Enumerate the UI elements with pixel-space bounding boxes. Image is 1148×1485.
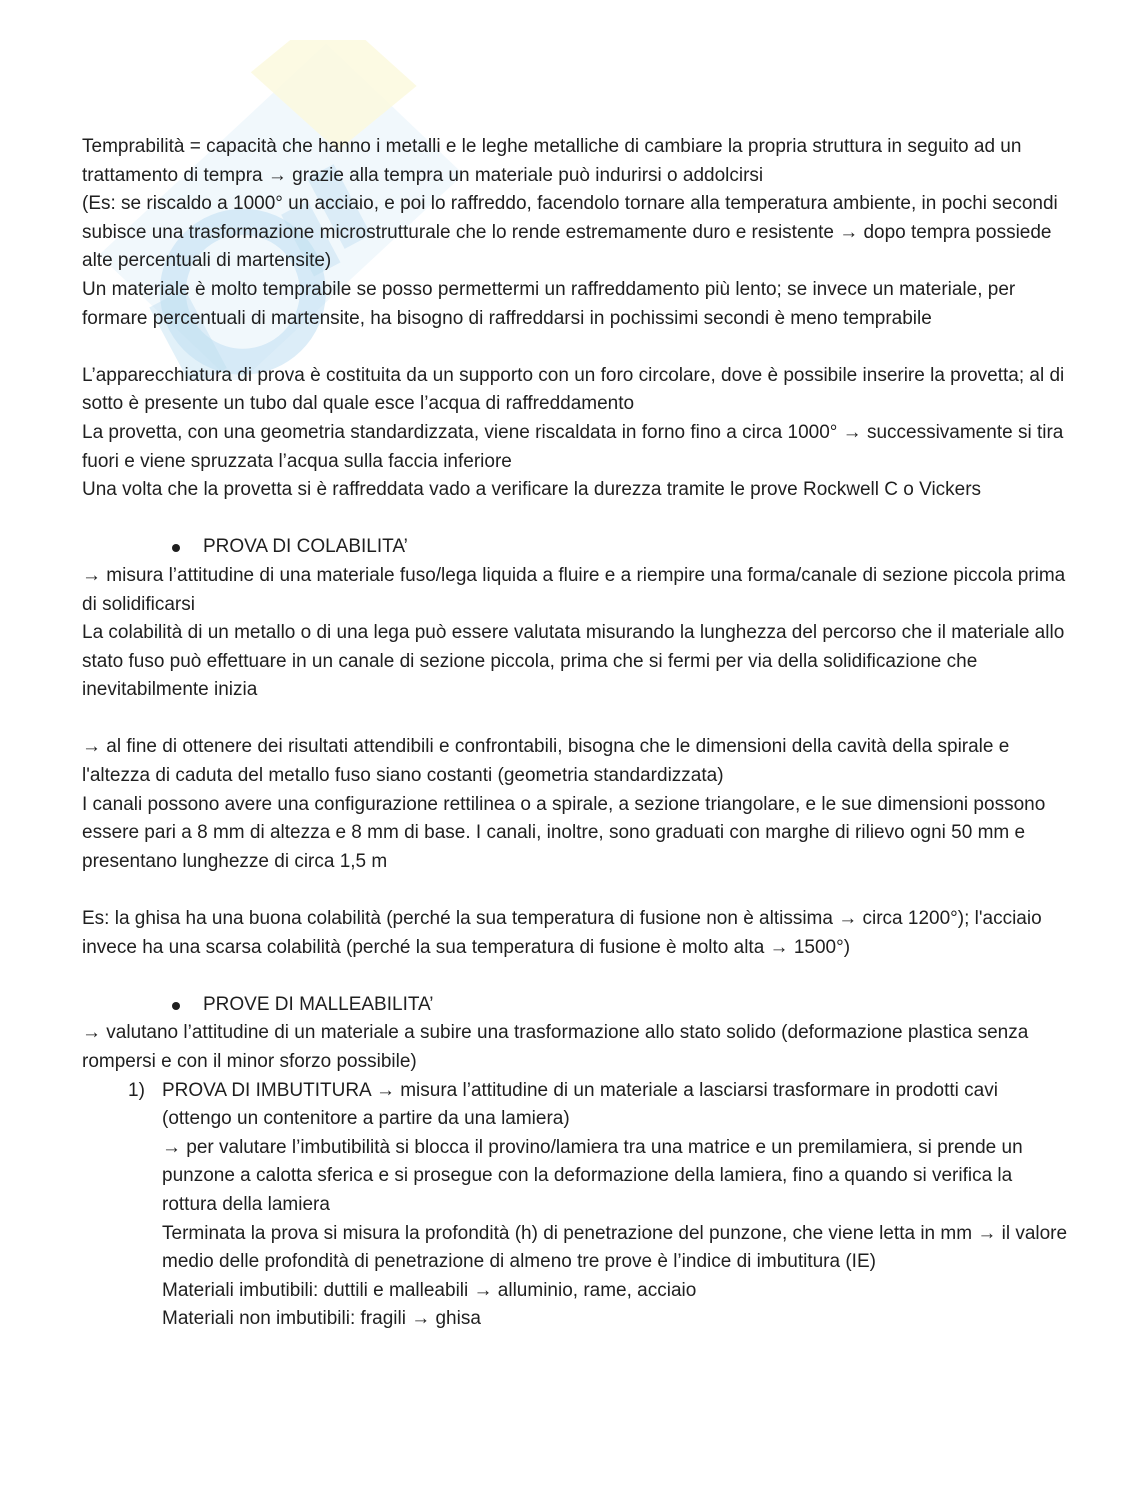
paragraph-gap — [82, 876, 1072, 905]
temprabilita-example: (Es: se riscaldo a 1000° un acciaio, e poi lo raffreddo, facendolo tornare alla temperatura ambiente, in pochi secondi subisce una trasformazione microstrutturale che lo rende estremamente duro e resistente → dopo tempra possiede alte percentuali di martensite) — [82, 193, 1058, 272]
temprabilita-note: Un materiale è molto temprabile se posso permettermi un raffreddamento più lento; se invece un materiale, per formare percentuali di martensite, ha bisogno di raffreddarsi in pochissimi secondi è meno temprabile — [82, 278, 1016, 329]
imbutitura-materials-yes: Materiali imbutibili: duttili e malleabili → alluminio, rame, acciaio — [162, 1279, 697, 1301]
provetta-riscaldata: La provetta, con una geometria standardizzata, viene riscaldata in forno fino a circa 1000° → successivamente si tira fuori e viene spruzzata l’acqua sulla faccia inferiore — [82, 421, 1064, 472]
apparecchiatura-description: L’apparecchiatura di prova è costituita da un supporto con un foro circolare, dove è possibile inserire la provetta; al di sotto è presente un tubo dal quale esce l’acqua di raffreddamento — [82, 364, 1065, 415]
numbered-item-number: 1) — [128, 1079, 145, 1101]
verifica-durezza: Una volta che la provetta si è raffreddata vado a verificare la durezza tramite le prove Rockwell C o Vickers — [82, 479, 982, 501]
imbutitura-title: PROVA DI IMBUTITURA → misura l’attitudine di un materiale a lasciarsi trasformare in prodotti cavi (ottengo un contenitore a partire da una lamiera) — [162, 1079, 998, 1130]
bullet-dot-icon — [172, 1002, 180, 1010]
imbutitura-materials-no: Materiali non imbutibili: fragili → ghisa — [162, 1308, 481, 1330]
imbutitura-measure: Terminata la prova si misura la profondità (h) di penetrazione del punzone, che viene letta in mm → il valore medio delle profondità di penetrazione di almeno tre prove è l’indice di imbutitura (IE) — [162, 1222, 1068, 1273]
paragraph-gap — [82, 962, 1072, 991]
malleabilita-definition: → valutano l’attitudine di un materiale a subire una trasformazione allo stato solido (deformazione plastica senza rompersi e con il minor sforzo possibile) — [82, 1022, 1029, 1072]
bullet-malleabilita — [82, 991, 1072, 1020]
document-body — [82, 133, 1072, 1334]
paragraph-gap — [82, 705, 1072, 734]
paragraph-gap — [82, 505, 1072, 534]
colabilita-geometria: → al fine di ottenere dei risultati attendibili e confrontabili, bisogna che le dimensioni della cavità della spirale e l'altezza di caduta del metallo fuso siano costanti (geometria standardizzata) — [82, 736, 1010, 787]
colabilita-canali: I canali possono avere una configurazione rettilinea o a spirale, a sezione triangolare, e le sue dimensioni possono essere pari a 8 mm di altezza e 8 mm di base. I canali, inoltre, sono graduati con marghe di rilievo ogni 50 mm e presentano lunghezze di circa 1,5 m — [82, 793, 1046, 872]
bullet-colabilita — [82, 533, 1072, 562]
colabilita-definition: → misura l’attitudine di una materiale fuso/lega liquida a fluire e a riempire una forma/canale di sezione piccola prima di solidificarsi — [82, 564, 1066, 615]
colabilita-valutazione: La colabilità di un metallo o di una lega può essere valutata misurando la lunghezza del percorso che il materiale allo stato fuso può effettuare in un canale di sezione piccola, prima che si fermi per via della solidificazione che inevitabilmente inizia — [82, 622, 1065, 701]
paragraph-gap — [82, 333, 1072, 362]
bullet-colabilita-label: PROVA DI COLABILITA’ — [203, 536, 408, 558]
bullet-malleabilita-label: PROVE DI MALLEABILITA’ — [203, 993, 434, 1015]
imbutitura-procedure: → per valutare l’imbutibilità si blocca il provino/lamiera tra una matrice e un premilamiera, si prende un punzone a calotta sferica e si prosegue con la deformazione della lamiera, fino a quando si verifica la rottura della lamiera — [162, 1136, 1023, 1215]
temprabilita-definition: Temprabilità = capacità che hanno i metalli e le leghe metalliche di cambiare la propria struttura in seguito ad un trattamento di tempra → grazie alla tempra un materiale può indurirsi o addolcirsi — [82, 136, 1022, 186]
colabilita-esempio: Es: la ghisa ha una buona colabilità (perché la sua temperatura di fusione non è altissima → circa 1200°); l'acciaio invece ha una scarsa colabilità (perché la sua temperatura di fusione è molto alta → 1500°) — [82, 908, 1042, 958]
numbered-item-imbutitura — [82, 1077, 1072, 1334]
